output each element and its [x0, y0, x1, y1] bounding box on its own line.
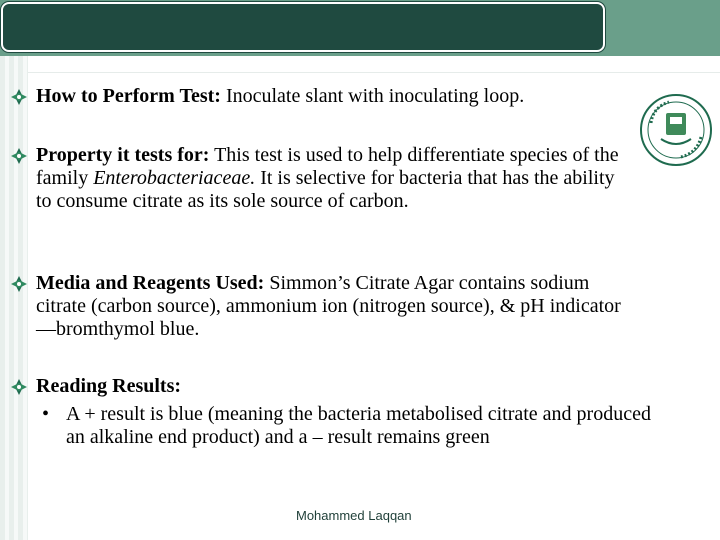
diamond-bullet-icon — [10, 88, 28, 106]
diamond-bullet-icon — [10, 378, 28, 396]
bullet-label: How to Perform Test: — [36, 85, 221, 107]
bullet-italic-term: Enterobacteriaceae. — [93, 167, 256, 189]
bullet-label: Media and Reagents Used: — [36, 272, 265, 294]
bullet-reading-results — [10, 375, 181, 398]
bullet-label: Reading Results: — [36, 375, 182, 397]
bullet-label: Property it tests for: — [36, 144, 210, 166]
bullet-text: Inoculate slant with inoculating loop. — [220, 85, 525, 107]
university-seal-logo — [639, 93, 713, 167]
bullet-media-reagents — [10, 272, 636, 341]
sub-bullet-marker: • — [42, 403, 50, 425]
bullet-how-to-perform — [10, 85, 524, 108]
sub-bullet-result — [40, 403, 666, 449]
bullet-text: Simmon’s Citrate Agar contains sodium citrate (carbon source), ammonium ion (nitrogen source), & pH indicator—bromthymol blue. — [36, 272, 621, 340]
diamond-bullet-icon — [10, 147, 28, 165]
diamond-bullet-icon — [10, 275, 28, 293]
footer-author: Mohammed Laqqan — [296, 508, 412, 523]
sub-bullet-text: A + result is blue (meaning the bacteria metabolised citrate and produced an alkaline end product) and a – result remains green — [66, 403, 651, 448]
bullet-text: This test is used to help differentiate species of the family — [36, 144, 619, 189]
divider — [0, 72, 720, 73]
bullet-property-tests-for — [10, 144, 626, 213]
title-box — [1, 2, 605, 52]
bullet-text-continued: It is selective for bacteria that has the ability to consume citrate as its sole source of carbon. — [36, 167, 615, 212]
